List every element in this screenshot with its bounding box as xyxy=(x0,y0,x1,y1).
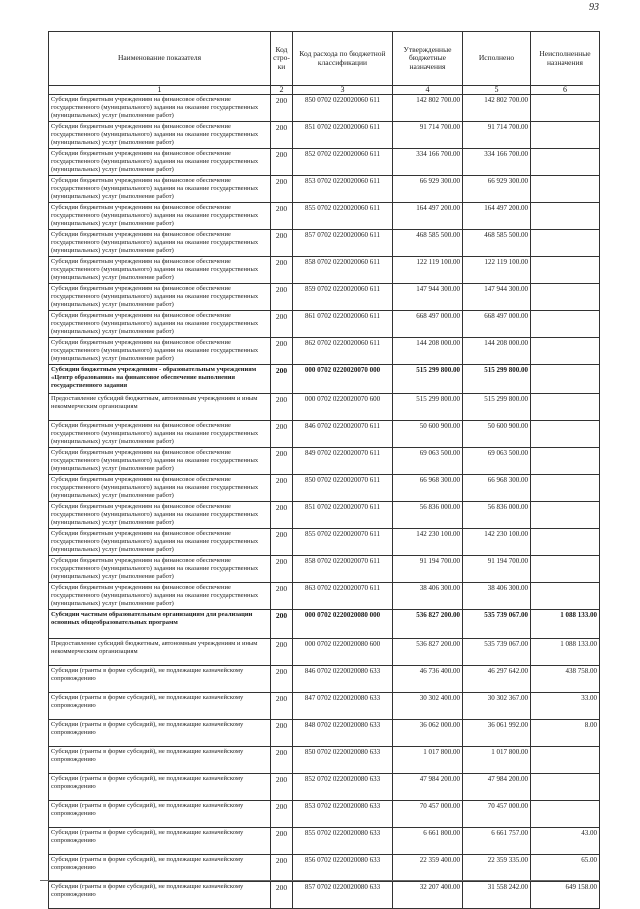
row-unexecuted-amount xyxy=(531,176,600,203)
row-executed-amount: 91 194 700.00 xyxy=(463,556,531,583)
row-unexecuted-amount: 65.00 xyxy=(531,855,600,882)
row-indicator-name: Субсидии частным образовательным организациям для реализации основных общеобразовательных программ xyxy=(49,610,271,639)
row-budget-code: 861 0702 0220020060 611 xyxy=(293,311,393,338)
table-row xyxy=(49,311,600,338)
row-executed-amount: 6 661 757.00 xyxy=(463,828,531,855)
row-budget-code: 856 0702 0220020080 633 xyxy=(293,855,393,882)
row-approved-amount: 144 208 000.00 xyxy=(393,338,463,365)
table-row xyxy=(49,365,600,394)
row-budget-code: 000 0702 0220020070 600 xyxy=(293,394,393,421)
row-executed-amount: 91 714 700.00 xyxy=(463,122,531,149)
row-executed-amount: 142 230 100.00 xyxy=(463,529,531,556)
row-indicator-name: Субсидии бюджетным учреждениям на финансовое обеспечение государственного (муниципального) задания на оказание государственных (муниципальных) услуг (выполнение работ) xyxy=(49,257,271,284)
row-line-code: 200 xyxy=(271,394,293,421)
row-indicator-name: Субсидии бюджетным учреждениям на финансовое обеспечение государственного (муниципального) задания на оказание государственных (муниципальных) услуг (выполнение работ) xyxy=(49,475,271,502)
row-unexecuted-amount: 1 088 133.00 xyxy=(531,610,600,639)
table-row xyxy=(49,693,600,720)
table-body xyxy=(49,95,600,909)
row-line-code: 200 xyxy=(271,747,293,774)
header-unexecuted: Неисполненные назначения xyxy=(531,32,600,86)
row-budget-code: 853 0702 0220020060 611 xyxy=(293,176,393,203)
row-approved-amount: 50 600 900.00 xyxy=(393,421,463,448)
row-budget-code: 000 0702 0220020070 000 xyxy=(293,365,393,394)
row-approved-amount: 142 230 100.00 xyxy=(393,529,463,556)
row-indicator-name: Субсидии бюджетным учреждениям на финансовое обеспечение государственного (муниципального) задания на оказание государственных (муниципальных) услуг (выполнение работ) xyxy=(49,529,271,556)
table-row xyxy=(49,338,600,365)
row-executed-amount: 668 497 000.00 xyxy=(463,311,531,338)
table-row xyxy=(49,149,600,176)
column-number: 3 xyxy=(293,86,393,95)
row-unexecuted-amount xyxy=(531,747,600,774)
table-row xyxy=(49,828,600,855)
header-indicator-name: Наименование показателя xyxy=(49,32,271,86)
row-unexecuted-amount xyxy=(531,230,600,257)
row-executed-amount: 515 299 800.00 xyxy=(463,365,531,394)
row-unexecuted-amount xyxy=(531,801,600,828)
row-approved-amount: 515 299 800.00 xyxy=(393,365,463,394)
row-line-code: 200 xyxy=(271,828,293,855)
row-executed-amount: 56 836 000.00 xyxy=(463,502,531,529)
row-approved-amount: 142 802 700.00 xyxy=(393,95,463,122)
row-line-code: 200 xyxy=(271,421,293,448)
row-budget-code: 862 0702 0220020060 611 xyxy=(293,338,393,365)
table-row xyxy=(49,801,600,828)
row-unexecuted-amount: 438 758.00 xyxy=(531,666,600,693)
row-approved-amount: 36 062 000.00 xyxy=(393,720,463,747)
row-indicator-name: Субсидии (гранты в форме субсидий), не подлежащие казначейскому сопровождению xyxy=(49,720,271,747)
row-executed-amount: 142 802 700.00 xyxy=(463,95,531,122)
row-approved-amount: 164 497 200.00 xyxy=(393,203,463,230)
table-row xyxy=(49,610,600,639)
table-row xyxy=(49,203,600,230)
row-indicator-name: Субсидии бюджетным учреждениям на финансовое обеспечение государственного (муниципального) задания на оказание государственных (муниципальных) услуг (выполнение работ) xyxy=(49,448,271,475)
row-executed-amount: 515 299 800.00 xyxy=(463,394,531,421)
row-unexecuted-amount xyxy=(531,311,600,338)
row-unexecuted-amount xyxy=(531,529,600,556)
table-row xyxy=(49,529,600,556)
budget-execution-table xyxy=(48,31,600,909)
row-line-code: 200 xyxy=(271,365,293,394)
row-unexecuted-amount: 1 088 133.00 xyxy=(531,639,600,666)
row-unexecuted-amount xyxy=(531,583,600,610)
row-indicator-name: Субсидии бюджетным учреждениям на финансовое обеспечение государственного (муниципального) задания на оказание государственных (муниципальных) услуг (выполнение работ) xyxy=(49,149,271,176)
row-budget-code: 847 0702 0220020080 633 xyxy=(293,693,393,720)
row-indicator-name: Субсидии (гранты в форме субсидий), не подлежащие казначейскому сопровождению xyxy=(49,855,271,882)
header-budget-code: Код расхода по бюджетной классификации xyxy=(293,32,393,86)
row-line-code: 200 xyxy=(271,529,293,556)
row-unexecuted-amount xyxy=(531,338,600,365)
row-indicator-name: Субсидии (гранты в форме субсидий), не подлежащие казначейскому сопровождению xyxy=(49,882,271,909)
row-unexecuted-amount xyxy=(531,475,600,502)
row-indicator-name: Субсидии (гранты в форме субсидий), не подлежащие казначейскому сопровождению xyxy=(49,774,271,801)
header-executed: Исполнено xyxy=(463,32,531,86)
row-line-code: 200 xyxy=(271,230,293,257)
row-approved-amount: 536 827 200.00 xyxy=(393,639,463,666)
row-line-code: 200 xyxy=(271,475,293,502)
row-approved-amount: 56 836 000.00 xyxy=(393,502,463,529)
row-indicator-name: Субсидии бюджетным учреждениям на финансовое обеспечение государственного (муниципального) задания на оказание государственных (муниципальных) услуг (выполнение работ) xyxy=(49,583,271,610)
row-budget-code: 858 0702 0220020060 611 xyxy=(293,257,393,284)
row-indicator-name: Субсидии бюджетным учреждениям на финансовое обеспечение государственного (муниципального) задания на оказание государственных (муниципальных) услуг (выполнение работ) xyxy=(49,176,271,203)
row-approved-amount: 69 063 500.00 xyxy=(393,448,463,475)
row-executed-amount: 46 297 642.00 xyxy=(463,666,531,693)
row-approved-amount: 91 194 700.00 xyxy=(393,556,463,583)
header-row xyxy=(49,32,600,86)
row-executed-amount: 535 739 067.00 xyxy=(463,639,531,666)
row-line-code: 200 xyxy=(271,855,293,882)
row-budget-code: 851 0702 0220020070 611 xyxy=(293,502,393,529)
row-executed-amount: 144 208 000.00 xyxy=(463,338,531,365)
row-unexecuted-amount xyxy=(531,122,600,149)
row-executed-amount: 66 929 300.00 xyxy=(463,176,531,203)
row-approved-amount: 6 661 800.00 xyxy=(393,828,463,855)
row-budget-code: 000 0702 0220020080 000 xyxy=(293,610,393,639)
row-indicator-name: Субсидии бюджетным учреждениям на финансовое обеспечение государственного (муниципального) задания на оказание государственных (муниципальных) услуг (выполнение работ) xyxy=(49,95,271,122)
row-executed-amount: 334 166 700.00 xyxy=(463,149,531,176)
row-indicator-name: Субсидии (гранты в форме субсидий), не подлежащие казначейскому сопровождению xyxy=(49,747,271,774)
row-budget-code: 858 0702 0220020070 611 xyxy=(293,556,393,583)
row-executed-amount: 66 968 300.00 xyxy=(463,475,531,502)
row-budget-code: 850 0702 0220020060 611 xyxy=(293,95,393,122)
row-approved-amount: 32 207 400.00 xyxy=(393,882,463,909)
column-number: 5 xyxy=(463,86,531,95)
row-unexecuted-amount: 649 158.00 xyxy=(531,882,600,909)
row-approved-amount: 1 017 800.00 xyxy=(393,747,463,774)
row-budget-code: 846 0702 0220020080 633 xyxy=(293,666,393,693)
row-indicator-name: Предоставление субсидий бюджетным, автономным учреждениям и иным некоммерческим организациям xyxy=(49,394,271,421)
row-budget-code: 850 0702 0220020070 611 xyxy=(293,475,393,502)
row-budget-code: 863 0702 0220020070 611 xyxy=(293,583,393,610)
row-indicator-name: Субсидии бюджетным учреждениям на финансовое обеспечение государственного (муниципального) задания на оказание государственных (муниципальных) услуг (выполнение работ) xyxy=(49,421,271,448)
row-line-code: 200 xyxy=(271,801,293,828)
row-line-code: 200 xyxy=(271,149,293,176)
row-executed-amount: 31 558 242.00 xyxy=(463,882,531,909)
table-row xyxy=(49,583,600,610)
row-indicator-name: Предоставление субсидий бюджетным, автономным учреждениям и иным некоммерческим организациям xyxy=(49,639,271,666)
row-approved-amount: 47 984 200.00 xyxy=(393,774,463,801)
row-line-code: 200 xyxy=(271,284,293,311)
row-approved-amount: 334 166 700.00 xyxy=(393,149,463,176)
row-line-code: 200 xyxy=(271,556,293,583)
row-line-code: 200 xyxy=(271,257,293,284)
row-unexecuted-amount xyxy=(531,365,600,394)
row-executed-amount: 38 406 300.00 xyxy=(463,583,531,610)
row-budget-code: 849 0702 0220020070 611 xyxy=(293,448,393,475)
row-line-code: 200 xyxy=(271,95,293,122)
row-unexecuted-amount: 43.00 xyxy=(531,828,600,855)
row-executed-amount: 468 585 500.00 xyxy=(463,230,531,257)
table-row xyxy=(49,747,600,774)
row-executed-amount: 70 457 000.00 xyxy=(463,801,531,828)
row-unexecuted-amount xyxy=(531,502,600,529)
row-line-code: 200 xyxy=(271,448,293,475)
row-executed-amount: 50 600 900.00 xyxy=(463,421,531,448)
column-number: 1 xyxy=(49,86,271,95)
row-line-code: 200 xyxy=(271,203,293,230)
row-approved-amount: 38 406 300.00 xyxy=(393,583,463,610)
header-line-code: Код стро-ки xyxy=(271,32,293,86)
row-line-code: 200 xyxy=(271,720,293,747)
table-row xyxy=(49,122,600,149)
row-executed-amount: 147 944 300.00 xyxy=(463,284,531,311)
row-indicator-name: Субсидии бюджетным учреждениям на финансовое обеспечение государственного (муниципального) задания на оказание государственных (муниципальных) услуг (выполнение работ) xyxy=(49,502,271,529)
table-row xyxy=(49,720,600,747)
row-budget-code: 855 0702 0220020080 633 xyxy=(293,828,393,855)
row-executed-amount: 47 984 200.00 xyxy=(463,774,531,801)
row-indicator-name: Субсидии (гранты в форме субсидий), не подлежащие казначейскому сопровождению xyxy=(49,828,271,855)
table-row xyxy=(49,475,600,502)
table-row xyxy=(49,448,600,475)
row-approved-amount: 66 968 300.00 xyxy=(393,475,463,502)
row-approved-amount: 536 827 200.00 xyxy=(393,610,463,639)
table-row xyxy=(49,855,600,882)
row-budget-code: 857 0702 0220020060 611 xyxy=(293,230,393,257)
table-row xyxy=(49,421,600,448)
table-row xyxy=(49,556,600,583)
column-number: 4 xyxy=(393,86,463,95)
row-approved-amount: 66 929 300.00 xyxy=(393,176,463,203)
row-budget-code: 857 0702 0220020080 633 xyxy=(293,882,393,909)
row-executed-amount: 122 119 100.00 xyxy=(463,257,531,284)
row-budget-code: 855 0702 0220020060 611 xyxy=(293,203,393,230)
row-line-code: 200 xyxy=(271,311,293,338)
row-approved-amount: 515 299 800.00 xyxy=(393,394,463,421)
row-executed-amount: 36 061 992.00 xyxy=(463,720,531,747)
row-unexecuted-amount xyxy=(531,421,600,448)
column-number: 2 xyxy=(271,86,293,95)
header-approved: Утвержденные бюджетные назначения xyxy=(393,32,463,86)
table-row xyxy=(49,257,600,284)
row-indicator-name: Субсидии бюджетным учреждениям на финансовое обеспечение государственного (муниципального) задания на оказание государственных (муниципальных) услуг (выполнение работ) xyxy=(49,203,271,230)
row-budget-code: 853 0702 0220020080 633 xyxy=(293,801,393,828)
table-row xyxy=(49,284,600,311)
table-row xyxy=(49,394,600,421)
row-approved-amount: 46 736 400.00 xyxy=(393,666,463,693)
table-row xyxy=(49,774,600,801)
row-executed-amount: 22 359 335.00 xyxy=(463,855,531,882)
row-line-code: 200 xyxy=(271,502,293,529)
row-budget-code: 852 0702 0220020060 611 xyxy=(293,149,393,176)
table-row xyxy=(49,882,600,909)
table-row xyxy=(49,639,600,666)
row-line-code: 200 xyxy=(271,583,293,610)
table-row xyxy=(49,95,600,122)
row-unexecuted-amount xyxy=(531,284,600,311)
row-line-code: 200 xyxy=(271,774,293,801)
row-unexecuted-amount xyxy=(531,556,600,583)
row-unexecuted-amount xyxy=(531,95,600,122)
row-approved-amount: 668 497 000.00 xyxy=(393,311,463,338)
row-line-code: 200 xyxy=(271,176,293,203)
row-line-code: 200 xyxy=(271,122,293,149)
bottom-divider xyxy=(40,880,600,881)
row-unexecuted-amount xyxy=(531,774,600,801)
row-indicator-name: Субсидии (гранты в форме субсидий), не подлежащие казначейскому сопровождению xyxy=(49,693,271,720)
row-budget-code: 846 0702 0220020070 611 xyxy=(293,421,393,448)
row-indicator-name: Субсидии (гранты в форме субсидий), не подлежащие казначейскому сопровождению xyxy=(49,666,271,693)
row-executed-amount: 69 063 500.00 xyxy=(463,448,531,475)
table-row xyxy=(49,176,600,203)
row-line-code: 200 xyxy=(271,666,293,693)
page-number: 93 xyxy=(589,2,599,13)
row-budget-code: 850 0702 0220020080 633 xyxy=(293,747,393,774)
row-approved-amount: 22 359 400.00 xyxy=(393,855,463,882)
row-line-code: 200 xyxy=(271,693,293,720)
row-indicator-name: Субсидии бюджетным учреждениям на финансовое обеспечение государственного (муниципального) задания на оказание государственных (муниципальных) услуг (выполнение работ) xyxy=(49,556,271,583)
row-executed-amount: 30 302 367.00 xyxy=(463,693,531,720)
row-executed-amount: 164 497 200.00 xyxy=(463,203,531,230)
row-budget-code: 855 0702 0220020070 611 xyxy=(293,529,393,556)
row-budget-code: 000 0702 0220020080 600 xyxy=(293,639,393,666)
row-indicator-name: Субсидии бюджетным учреждениям на финансовое обеспечение государственного (муниципального) задания на оказание государственных (муниципальных) услуг (выполнение работ) xyxy=(49,230,271,257)
row-unexecuted-amount xyxy=(531,149,600,176)
row-line-code: 200 xyxy=(271,338,293,365)
row-indicator-name: Субсидии бюджетным учреждениям - образовательным учреждениям «Центр образования» на финансовое обеспечение выполнения государственного задания xyxy=(49,365,271,394)
row-budget-code: 859 0702 0220020060 611 xyxy=(293,284,393,311)
row-budget-code: 852 0702 0220020080 633 xyxy=(293,774,393,801)
row-unexecuted-amount: 8.00 xyxy=(531,720,600,747)
table-row xyxy=(49,230,600,257)
row-indicator-name: Субсидии бюджетным учреждениям на финансовое обеспечение государственного (муниципального) задания на оказание государственных (муниципальных) услуг (выполнение работ) xyxy=(49,122,271,149)
row-line-code: 200 xyxy=(271,882,293,909)
row-executed-amount: 1 017 800.00 xyxy=(463,747,531,774)
row-indicator-name: Субсидии бюджетным учреждениям на финансовое обеспечение государственного (муниципального) задания на оказание государственных (муниципальных) услуг (выполнение работ) xyxy=(49,311,271,338)
row-unexecuted-amount: 33.00 xyxy=(531,693,600,720)
row-unexecuted-amount xyxy=(531,203,600,230)
row-approved-amount: 122 119 100.00 xyxy=(393,257,463,284)
row-indicator-name: Субсидии (гранты в форме субсидий), не подлежащие казначейскому сопровождению xyxy=(49,801,271,828)
row-budget-code: 848 0702 0220020080 633 xyxy=(293,720,393,747)
column-number: 6 xyxy=(531,86,600,95)
table-row xyxy=(49,666,600,693)
row-line-code: 200 xyxy=(271,610,293,639)
row-indicator-name: Субсидии бюджетным учреждениям на финансовое обеспечение государственного (муниципального) задания на оказание государственных (муниципальных) услуг (выполнение работ) xyxy=(49,284,271,311)
row-executed-amount: 535 739 067.00 xyxy=(463,610,531,639)
row-line-code: 200 xyxy=(271,639,293,666)
row-approved-amount: 70 457 000.00 xyxy=(393,801,463,828)
row-approved-amount: 91 714 700.00 xyxy=(393,122,463,149)
row-unexecuted-amount xyxy=(531,394,600,421)
row-approved-amount: 468 585 500.00 xyxy=(393,230,463,257)
row-unexecuted-amount xyxy=(531,257,600,284)
column-number-row xyxy=(49,86,600,95)
row-approved-amount: 30 302 400.00 xyxy=(393,693,463,720)
table-row xyxy=(49,502,600,529)
row-indicator-name: Субсидии бюджетным учреждениям на финансовое обеспечение государственного (муниципального) задания на оказание государственных (муниципальных) услуг (выполнение работ) xyxy=(49,338,271,365)
row-approved-amount: 147 944 300.00 xyxy=(393,284,463,311)
row-budget-code: 851 0702 0220020060 611 xyxy=(293,122,393,149)
row-unexecuted-amount xyxy=(531,448,600,475)
